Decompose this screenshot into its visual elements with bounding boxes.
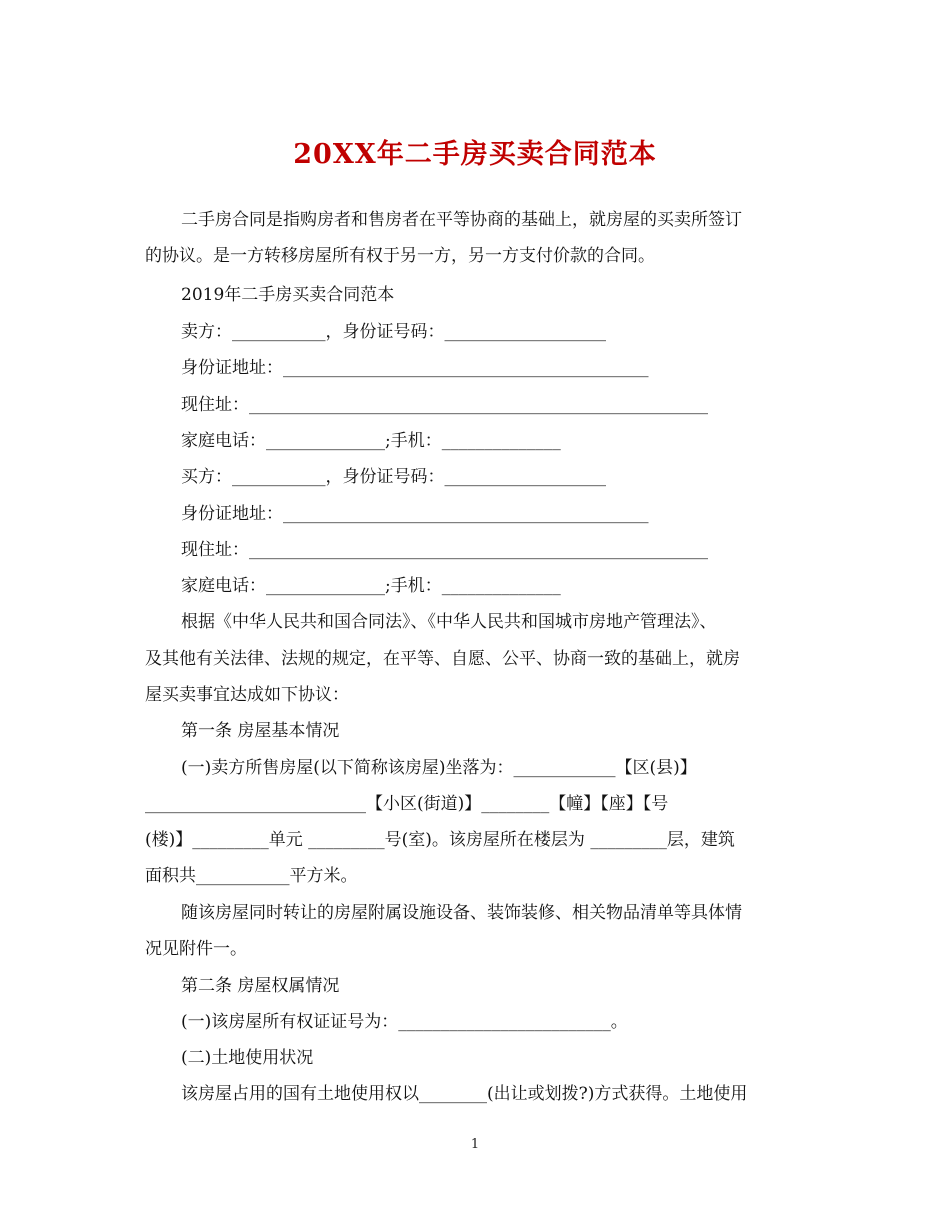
seller-id-line: 卖方：___________，身份证号码：___________________ [181,322,606,342]
basis-line-1: 根据《中华人民共和国合同法》、《中华人民共和国城市房地产管理法》、 [181,612,717,632]
attachment-line-2: 况见附件一。 [145,939,247,959]
article-1-item-1-line-4: 面积共___________平方米。 [145,866,358,886]
article-1-item-1-line-1: (一)卖方所售房屋(以下简称该房屋)坐落为：____________【区(县)】 [181,758,697,778]
article-1-item-1-line-3: (楼)】_________单元 _________号(室)。该房屋所在楼层为 _________层，建筑 [145,830,735,850]
seller-phone-line: 家庭电话：______________;手机：______________ [181,431,561,451]
subtitle-line: 2019年二手房买卖合同范本 [181,285,395,305]
attachment-line-1: 随该房屋同时转让的房屋附属设施设备、装饰装修、相关物品清单等具体情 [181,903,742,923]
article-2-item-2: (二)土地使用状况 [181,1048,314,1068]
seller-residence-line: 现住址：______________________________________________________ [181,395,708,415]
basis-line-3: 屋买卖事宜达成如下协议： [145,685,349,705]
buyer-id-line: 买方：___________，身份证号码：___________________ [181,467,606,487]
article-2-heading: 第二条 房屋权属情况 [181,976,340,996]
article-1-heading: 第一条 房屋基本情况 [181,721,340,741]
intro-line-2: 的协议。是一方转移房屋所有权于另一方，另一方支付价款的合同。 [145,246,655,266]
buyer-address-line: 身份证地址：___________________________________________ [181,504,649,524]
page-number: 1 [470,1137,480,1152]
buyer-residence-line: 现住址：______________________________________________________ [181,540,708,560]
document-title: 20XX年二手房买卖合同范本 [293,139,657,170]
basis-line-2: 及其他有关法律、法规的规定，在平等、自愿、公平、协商一致的基础上，就房 [145,649,740,669]
article-2-item-1: (一)该房屋所有权证证号为：_________________________。 [181,1012,628,1032]
article-1-item-1-line-2: __________________________【小区(街道)】________【幢】【座】【号 [145,794,669,814]
seller-address-line: 身份证地址：___________________________________________ [181,358,649,378]
land-use-line: 该房屋占用的国有土地使用权以________(出让或划拨?)方式获得。土地使用 [181,1084,748,1104]
buyer-phone-line: 家庭电话：______________;手机：______________ [181,576,561,596]
intro-line-1: 二手房合同是指购房者和售房者在平等协商的基础上，就房屋的买卖所签订 [181,210,742,230]
